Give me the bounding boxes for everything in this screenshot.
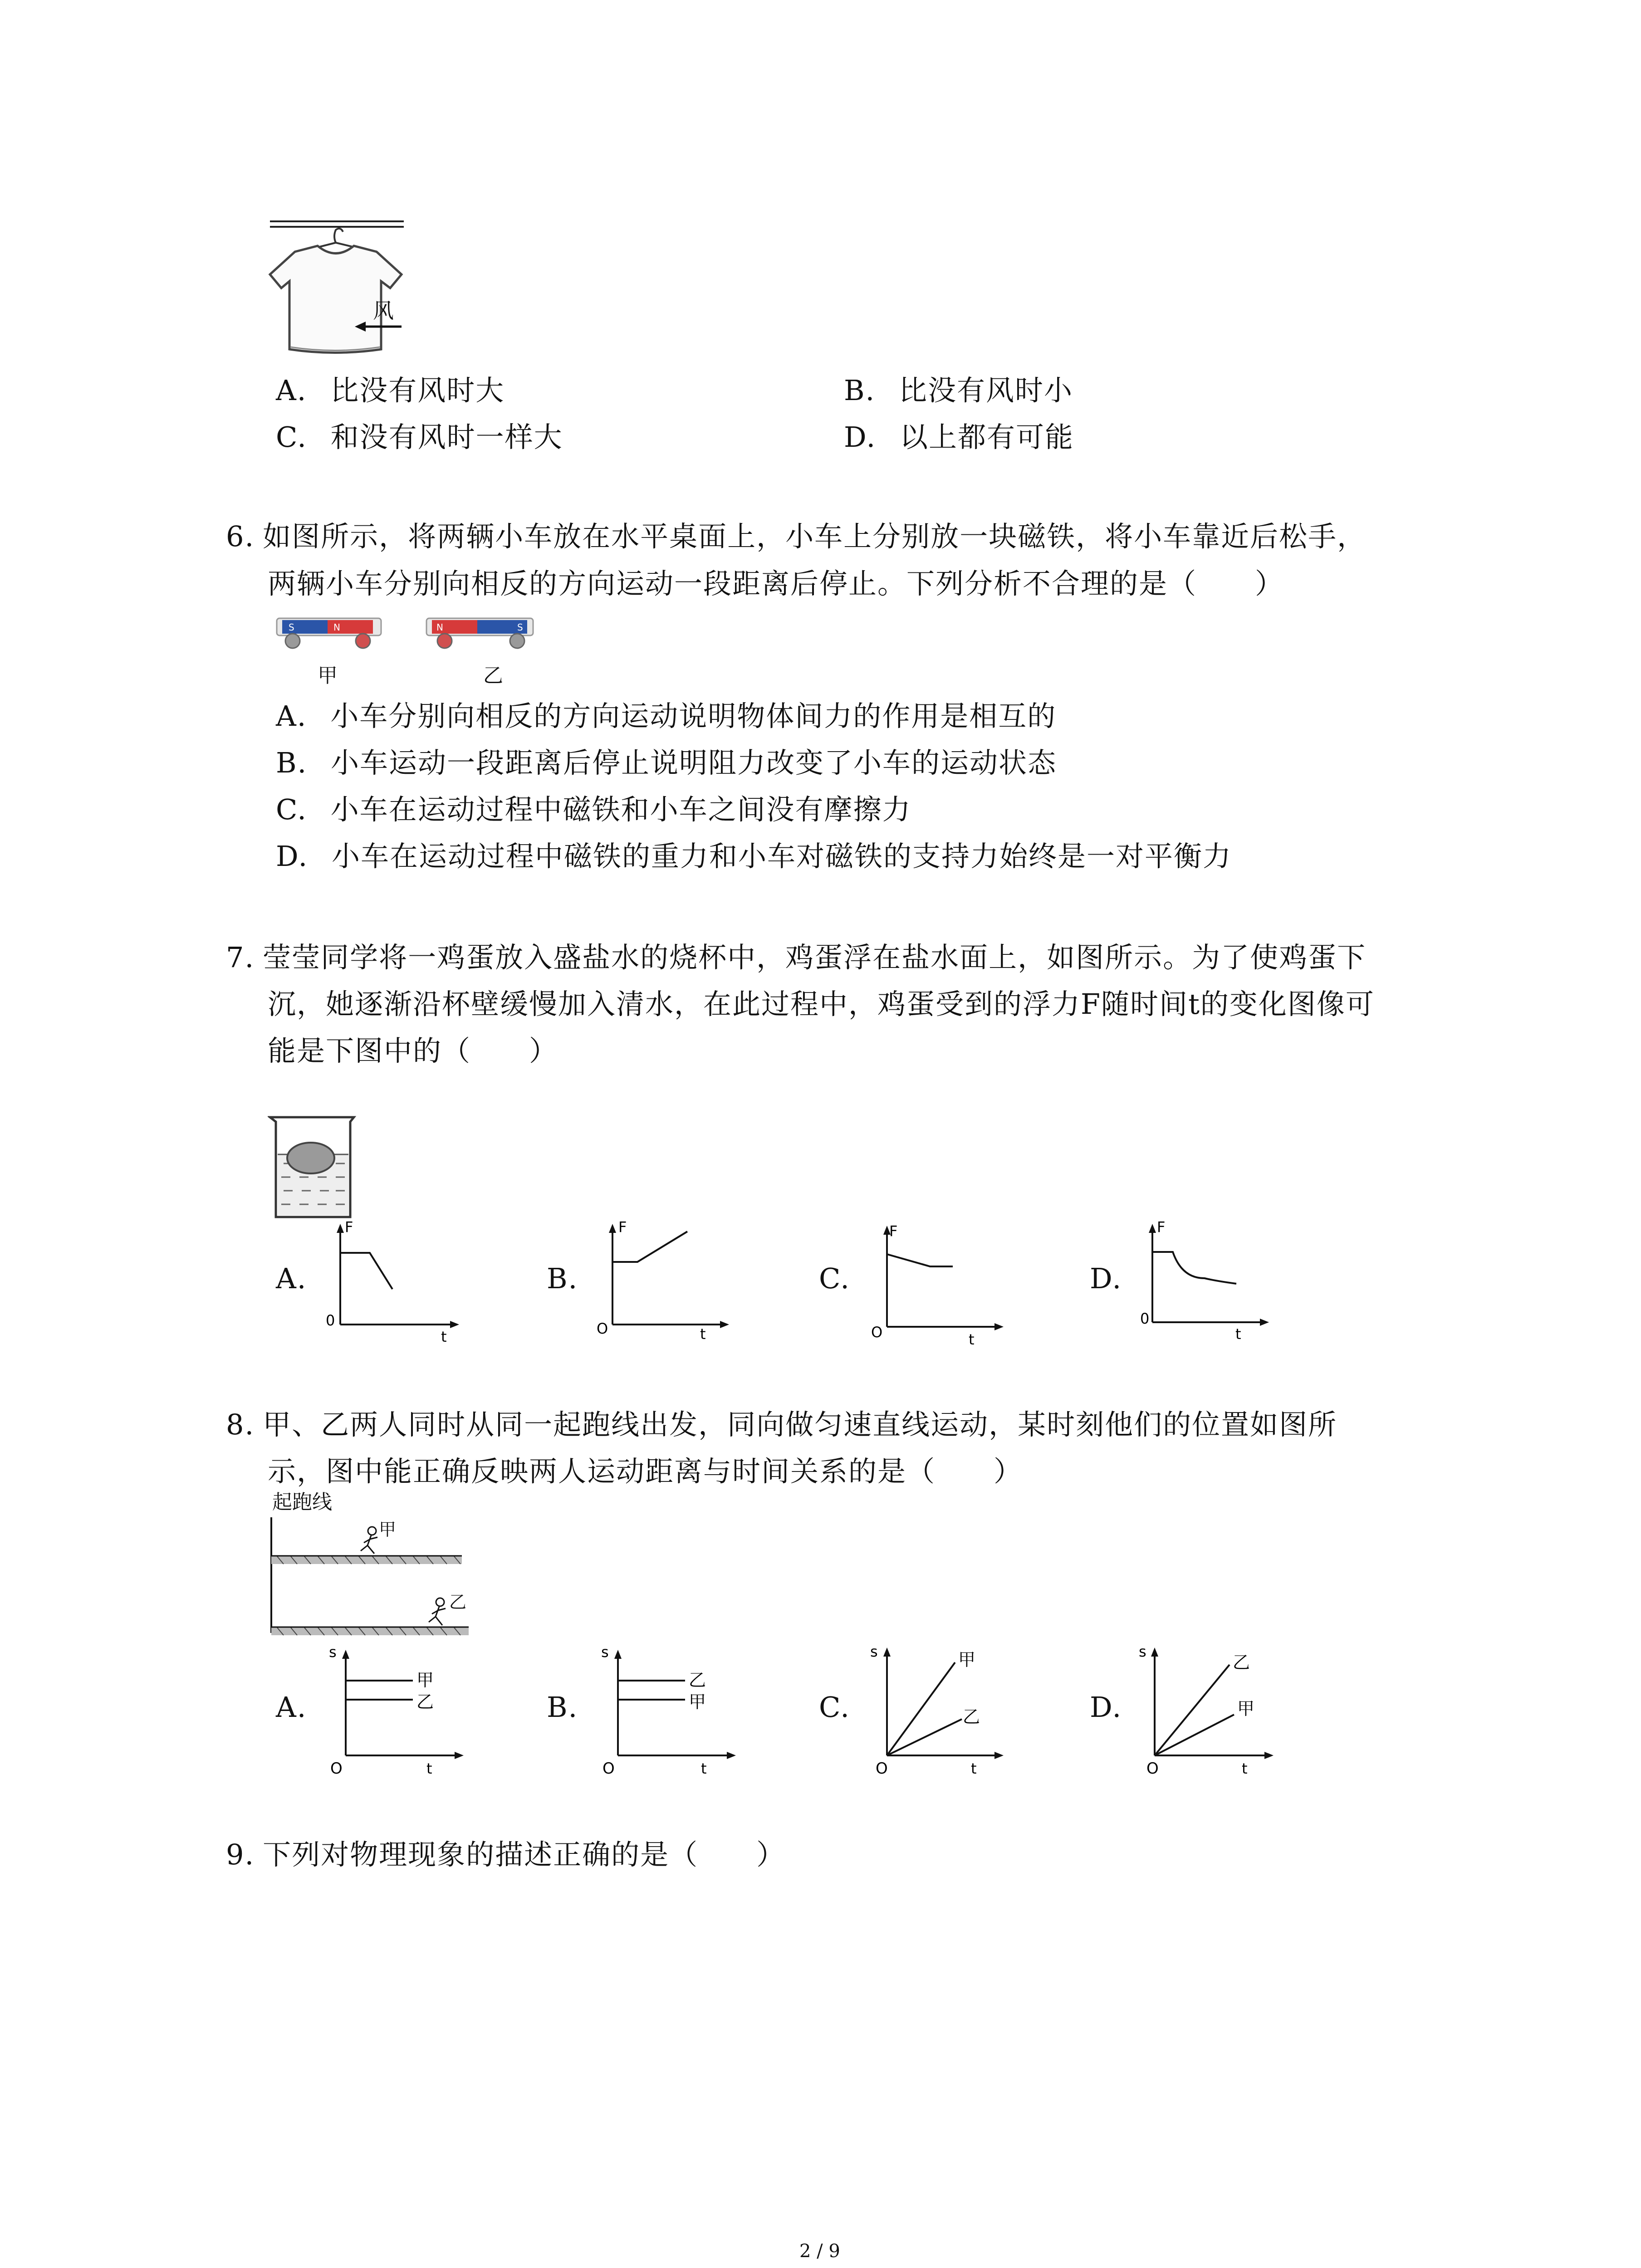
x-axis-label: t — [701, 1760, 707, 1776]
runner-yi-icon — [429, 1598, 446, 1625]
origin-label: 0 — [1140, 1310, 1150, 1327]
q8-graph-c — [862, 1642, 1007, 1776]
wind-arrow — [354, 320, 404, 333]
option-letter: D. — [1090, 1262, 1122, 1295]
q7-option-a[interactable] — [276, 1262, 307, 1295]
question-number: 9. — [226, 1838, 255, 1871]
origin-label: O — [1146, 1760, 1159, 1776]
option-letter: A. — [276, 1691, 307, 1724]
upper-line-label: 乙 — [1233, 1652, 1250, 1672]
question-text: 甲、乙两人同时从同一起跑线出发，同向做匀速直线运动，某时刻他们的位置如图所 — [263, 1408, 1337, 1441]
y-axis-label: F — [618, 1220, 627, 1236]
x-axis-label: t — [1242, 1760, 1248, 1776]
q7-graph-d — [1132, 1220, 1277, 1347]
origin-label: O — [330, 1760, 343, 1776]
option-letter: A. — [276, 1262, 307, 1295]
upper-line-label: 乙 — [689, 1670, 706, 1690]
q6-option-c[interactable] — [276, 793, 911, 826]
q8-graph-b — [594, 1644, 740, 1776]
car-label-jia: 甲 — [318, 664, 338, 687]
q6-option-a[interactable] — [276, 699, 1057, 733]
q5-option-a[interactable] — [276, 376, 505, 405]
wind-label: 风 — [373, 298, 394, 323]
question-text: 下列对物理现象的描述正确的是（ ） — [263, 1838, 786, 1871]
q7-graph-b — [592, 1220, 737, 1343]
running-track-figure — [268, 1517, 495, 1642]
question-number: 8. — [226, 1408, 255, 1441]
q5-option-d[interactable] — [844, 420, 1074, 454]
q5-option-c[interactable] — [276, 420, 563, 454]
pole-jia-right: N — [333, 622, 340, 633]
page-number: 2 / 9 — [799, 2241, 840, 2262]
option-text: 小车运动一段距离后停止说明阻力改变了小车的运动状态 — [331, 746, 1057, 779]
pole-yi-left: N — [436, 622, 443, 633]
option-text: 和没有风时一样大 — [330, 420, 563, 454]
y-axis-label: s — [1139, 1643, 1146, 1660]
question-number: 6. — [226, 520, 255, 553]
x-axis-label: t — [426, 1760, 432, 1776]
y-axis-label: F — [1157, 1220, 1166, 1236]
runner-label-jia: 甲 — [379, 1520, 397, 1540]
q8-stem-line1 — [226, 1408, 1337, 1441]
option-letter: B. — [276, 746, 308, 779]
option-letter: C. — [819, 1262, 850, 1295]
q6-stem-line1 — [226, 520, 1367, 553]
q9-stem — [226, 1838, 786, 1871]
upper-line-label: 甲 — [416, 1670, 434, 1690]
x-axis-label: t — [971, 1760, 977, 1776]
q8-option-d[interactable] — [1090, 1691, 1122, 1724]
x-axis-label: t — [969, 1331, 975, 1347]
option-text: 以上都有可能 — [899, 420, 1074, 454]
origin-label: O — [871, 1324, 883, 1341]
lower-line-label: 甲 — [1237, 1699, 1255, 1719]
q7-graph-c — [867, 1220, 1012, 1347]
q7-option-c[interactable] — [819, 1262, 850, 1295]
pole-yi-right: S — [517, 622, 523, 633]
q6-stem-line2: 两辆小车分别向相反的方向运动一段距离后停止。下列分析不合理的是（ ） — [268, 567, 1284, 600]
q7-graph-a — [318, 1220, 463, 1343]
option-text: 小车在运动过程中磁铁和小车之间没有摩擦力 — [330, 793, 911, 826]
runner-jia-icon — [361, 1527, 377, 1554]
option-letter: A. — [276, 374, 307, 407]
magnet-carts-figure — [272, 610, 563, 665]
q8-option-a[interactable] — [276, 1691, 307, 1724]
q7-stem-line1 — [226, 943, 1366, 972]
option-letter: A. — [276, 699, 307, 733]
option-letter: C. — [276, 420, 307, 454]
q8-option-b[interactable] — [547, 1691, 578, 1724]
origin-label: O — [597, 1320, 608, 1337]
y-axis-label: F — [345, 1220, 353, 1236]
runner-label-yi: 乙 — [449, 1592, 467, 1612]
x-axis-label: t — [1235, 1325, 1241, 1343]
q5-option-b[interactable] — [844, 376, 1073, 405]
y-axis-label: s — [601, 1644, 609, 1661]
q8-option-c[interactable] — [819, 1691, 850, 1724]
origin-label: O — [876, 1760, 888, 1776]
option-letter: D. — [276, 840, 309, 873]
q7-stem-line2: 沉，她逐渐沿杯壁缓慢加入清水，在此过程中，鸡蛋受到的浮力F随时间t的变化图像可 — [268, 987, 1375, 1021]
option-text: 比没有风时小 — [899, 374, 1073, 407]
origin-label: 0 — [326, 1312, 335, 1329]
car-label-yi: 乙 — [483, 664, 503, 687]
option-letter: D. — [844, 420, 877, 454]
q8-stem-line2: 示，图中能正确反映两人运动距离与时间关系的是（ ） — [268, 1455, 1023, 1488]
q6-option-d[interactable] — [276, 840, 1232, 873]
option-letter: B. — [547, 1691, 578, 1724]
option-letter: D. — [1090, 1691, 1122, 1724]
lower-line-label: 乙 — [963, 1707, 980, 1727]
option-letter: B. — [547, 1262, 578, 1295]
y-axis-label: s — [329, 1644, 337, 1661]
option-text: 小车在运动过程中磁铁的重力和小车对磁铁的支持力始终是一对平衡力 — [331, 840, 1232, 873]
x-axis-label: t — [441, 1328, 447, 1343]
option-letter: C. — [819, 1691, 850, 1724]
question-number: 7. — [226, 941, 255, 974]
q7-option-b[interactable] — [547, 1262, 578, 1295]
x-axis-label: t — [700, 1325, 706, 1343]
option-letter: B. — [844, 374, 876, 407]
lower-line-label: 乙 — [416, 1692, 434, 1712]
shirt-wind-figure — [268, 218, 417, 363]
beaker-egg-figure — [268, 1114, 358, 1222]
option-text: 小车分别向相反的方向运动说明物体间力的作用是相互的 — [330, 699, 1057, 733]
question-text: 如图所示，将两辆小车放在水平桌面上，小车上分别放一块磁铁，将小车靠近后松手， — [263, 520, 1367, 553]
q8-graph-d — [1136, 1642, 1282, 1776]
option-text: 比没有风时大 — [330, 374, 505, 407]
origin-label: O — [603, 1760, 615, 1776]
q8-graph-a — [322, 1644, 467, 1776]
question-text: 莹莹同学将一鸡蛋放入盛盐水的烧杯中，鸡蛋浮在盐水面上，如图所示。为了使鸡蛋下 — [263, 941, 1367, 974]
y-axis-label: s — [870, 1643, 878, 1660]
q7-stem-line3: 能是下图中的（ ） — [268, 1034, 558, 1067]
q7-option-d[interactable] — [1090, 1262, 1122, 1295]
option-letter: C. — [276, 793, 307, 826]
q6-option-b[interactable] — [276, 746, 1057, 779]
upper-line-label: 甲 — [958, 1650, 976, 1670]
lower-line-label: 甲 — [689, 1692, 706, 1712]
y-axis-label: F — [889, 1222, 898, 1240]
pole-jia-left: S — [289, 622, 294, 633]
start-line-label: 起跑线 — [272, 1491, 332, 1514]
